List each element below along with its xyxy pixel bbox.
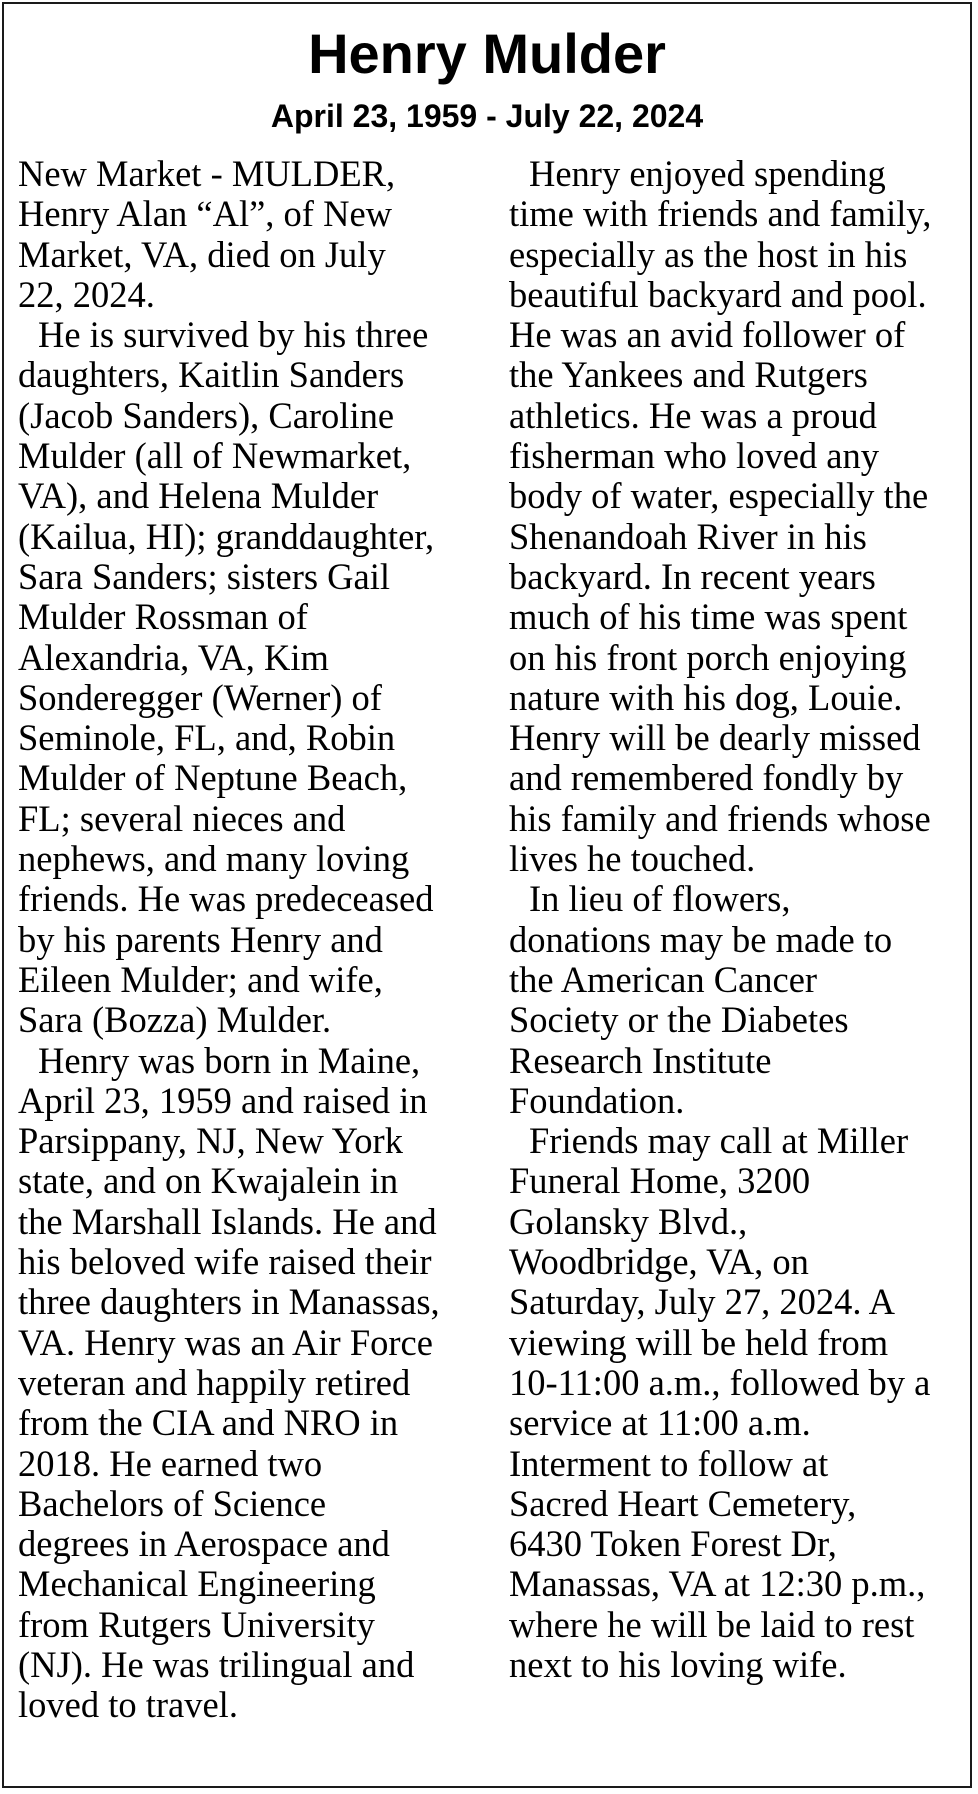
left-column-text-line: friends. He was predeceased bbox=[18, 878, 434, 920]
right-column-text-line: athletics. He was a proud bbox=[509, 394, 877, 436]
right-column-text-line: backyard. In recent years bbox=[509, 555, 876, 597]
left-column-text-line: his beloved wife raised their bbox=[18, 1241, 432, 1283]
left-column-text-line: He is survived by his three bbox=[38, 314, 429, 356]
right-column-text-line: much of his time was spent bbox=[509, 596, 908, 638]
left-column-text-line: Mechanical Engineering bbox=[18, 1563, 376, 1605]
right-column-text-line: Shenandoah River in his bbox=[509, 515, 867, 557]
left-column-text-line: Bachelors of Science bbox=[18, 1482, 327, 1524]
left-column-text-line: loved to travel. bbox=[18, 1684, 238, 1726]
right-column-text-line: In lieu of flowers, bbox=[529, 878, 791, 920]
right-column-text-line: Woodbridge, VA, on bbox=[509, 1241, 809, 1283]
right-column-text-line: Funeral Home, 3200 bbox=[509, 1160, 811, 1202]
left-column-text-line: state, and on Kwajalein in bbox=[18, 1160, 399, 1202]
right-column-text-line: He was an avid follower of bbox=[509, 314, 906, 356]
left-column-text-line: Mulder Rossman of bbox=[18, 596, 308, 638]
obituary-dates: April 23, 1959 - July 22, 2024 bbox=[270, 98, 704, 134]
left-column-text-line: 2018. He earned two bbox=[18, 1442, 323, 1484]
right-column-text-line: nature with his dog, Louie. bbox=[509, 676, 903, 718]
left-column-text-line: VA), and Helena Mulder bbox=[18, 475, 379, 517]
left-column-text-line: nephews, and many loving bbox=[18, 838, 410, 880]
right-column-text-line: beautiful backyard and pool. bbox=[509, 273, 927, 315]
right-column-text-line: body of water, especially the bbox=[509, 475, 929, 517]
right-column-text-line: time with friends and family, bbox=[509, 193, 932, 235]
left-column-text-line: Parsippany, NJ, New York bbox=[18, 1120, 403, 1162]
left-column-text-line: (NJ). He was trilingual and bbox=[18, 1643, 415, 1685]
right-column-text-line: Sacred Heart Cemetery, bbox=[509, 1482, 857, 1524]
obituary-notice bbox=[2, 2, 972, 1788]
right-column-text-line: the Yankees and Rutgers bbox=[509, 354, 868, 396]
right-column-text-line: Henry will be dearly missed bbox=[509, 717, 921, 759]
right-column-text-line: donations may be made to bbox=[509, 918, 893, 960]
left-column-text-line: Sara Sanders; sisters Gail bbox=[18, 555, 391, 597]
right-column-text-line: next to his loving wife. bbox=[509, 1643, 847, 1685]
right-column-text-line: on his front porch enjoying bbox=[509, 636, 907, 678]
left-column-text-line: Mulder of Neptune Beach, bbox=[18, 757, 408, 799]
left-column-text-line: veteran and happily retired bbox=[18, 1361, 411, 1403]
left-column-text-line: by his parents Henry and bbox=[18, 918, 383, 960]
left-column-text-line: the Marshall Islands. He and bbox=[18, 1200, 437, 1242]
left-column-text-line: daughters, Kaitlin Sanders bbox=[18, 354, 405, 396]
left-column-text-line: from the CIA and NRO in bbox=[18, 1402, 399, 1444]
right-column-text-line: Society or the Diabetes bbox=[509, 999, 849, 1041]
left-column-text-line: Eileen Mulder; and wife, bbox=[18, 958, 383, 1000]
right-column-text-line: lives he touched. bbox=[509, 838, 756, 880]
left-column-text-line: 22, 2024. bbox=[18, 273, 155, 315]
right-column-text-line: Research Institute bbox=[509, 1039, 772, 1081]
left-column-text-line: VA. Henry was an Air Force bbox=[18, 1321, 433, 1363]
right-column-text-line: Interment to follow at bbox=[509, 1442, 829, 1484]
right-column-text-line: Golansky Blvd., bbox=[509, 1200, 748, 1242]
left-column-text-line: April 23, 1959 and raised in bbox=[18, 1079, 428, 1121]
left-column-text-line: Sonderegger (Werner) of bbox=[18, 676, 382, 718]
left-column-text-line: New Market - MULDER, bbox=[18, 153, 396, 194]
right-column-text-line: Manassas, VA at 12:30 p.m., bbox=[509, 1563, 926, 1605]
left-column-text-line: Alexandria, VA, Kim bbox=[18, 636, 329, 678]
right-column-text-line: the American Cancer bbox=[509, 958, 818, 1000]
left-column-text-line: Mulder (all of Newmarket, bbox=[18, 435, 412, 477]
right-column-text-line: Saturday, July 27, 2024. A bbox=[509, 1281, 895, 1323]
obituary-right-column bbox=[509, 154, 974, 1685]
right-column-text-line: Foundation. bbox=[509, 1079, 685, 1121]
left-column-text-line: (Kailua, HI); granddaughter, bbox=[18, 515, 435, 557]
right-column-text-line: especially as the host in his bbox=[509, 233, 908, 275]
left-column-text-line: Henry Alan “Al”, of New bbox=[18, 193, 393, 235]
right-column-text-line: viewing will be held from bbox=[509, 1321, 889, 1363]
right-column-text-line: service at 11:00 a.m. bbox=[509, 1402, 811, 1444]
left-column-text-line: Market, VA, died on July bbox=[18, 233, 386, 275]
right-column-text-line: and remembered fondly by bbox=[509, 757, 904, 799]
right-column-text-line: his family and friends whose bbox=[509, 797, 931, 839]
obituary-left-column bbox=[18, 154, 488, 1726]
left-column-text-line: Seminole, FL, and, Robin bbox=[18, 717, 396, 759]
right-column-text-line: Henry enjoyed spending bbox=[529, 153, 886, 194]
left-column-text-line: (Jacob Sanders), Caroline bbox=[18, 394, 395, 436]
left-column-text-line: Henry was born in Maine, bbox=[38, 1039, 421, 1081]
right-column-text-line: where he will be laid to rest bbox=[509, 1603, 915, 1645]
obituary-name-heading: Henry Mulder bbox=[308, 22, 666, 85]
right-column-text-line: Friends may call at Miller bbox=[529, 1120, 909, 1162]
left-column-text-line: FL; several nieces and bbox=[18, 797, 346, 839]
left-column-text-line: Sara (Bozza) Mulder. bbox=[18, 999, 332, 1041]
left-column-text-line: degrees in Aerospace and bbox=[18, 1523, 390, 1565]
left-column-text-line: three daughters in Manassas, bbox=[18, 1281, 440, 1323]
right-column-text-line: 6430 Token Forest Dr, bbox=[509, 1523, 837, 1565]
right-column-text-line: 10-11:00 a.m., followed by a bbox=[509, 1361, 931, 1403]
right-column-text-line: fisherman who loved any bbox=[509, 435, 879, 477]
left-column-text-line: from Rutgers University bbox=[18, 1603, 375, 1645]
